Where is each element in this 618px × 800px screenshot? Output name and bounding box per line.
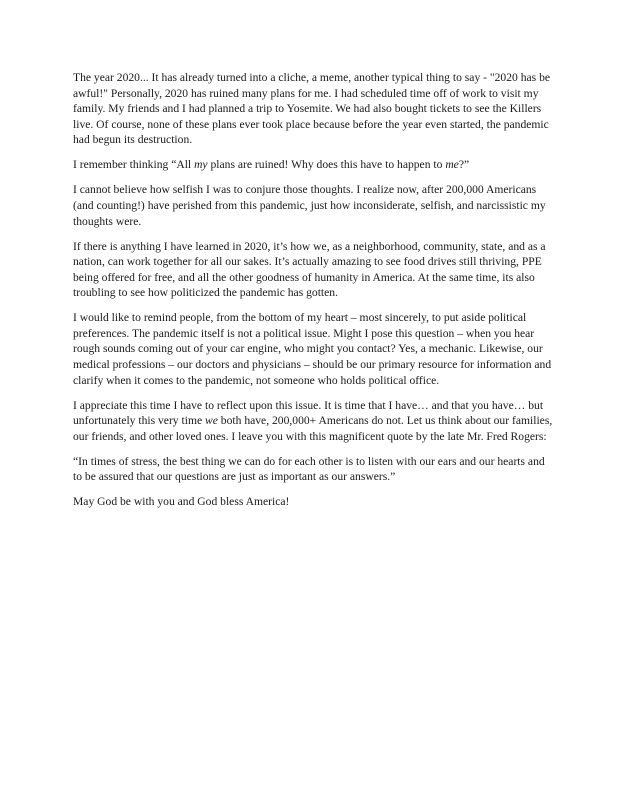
paragraph-text: I remember thinking “All: [73, 158, 195, 172]
paragraph-text: I appreciate this time I have to reflect upon this issue. It is time that I have… and that you have… but unfortunately this very time: [73, 398, 544, 428]
paragraph-closing: [73, 494, 555, 510]
paragraph-remind: [73, 310, 555, 388]
paragraph-learned: [73, 239, 555, 301]
emphasis-text: we: [205, 414, 218, 428]
paragraph-remember: [73, 157, 555, 173]
paragraph-quote: [73, 454, 555, 485]
emphasis-text: my: [194, 158, 208, 172]
paragraph-reflect: [73, 398, 555, 445]
paragraph-selfish: [73, 182, 555, 229]
closing-text: May God be with you and God bless America!: [73, 495, 290, 509]
paragraph-text: plans are ruined! Why does this have to happen to: [207, 158, 446, 172]
emphasis-text: me: [445, 158, 459, 172]
paragraph-text: I cannot believe how selfish I was to conjure those thoughts. I realize now, after 200,000 Americans (and counting!) have perished from this pandemic, just how inconsiderate, selfish, and narcissistic my thoughts were.: [73, 183, 546, 228]
paragraph-intro: [73, 70, 555, 148]
paragraph-text: The year 2020... It has already turned into a cliche, a meme, another typical thing to say - "2020 has be awful!" Personally, 2020 has ruined many plans for me. I had scheduled time off of work to visit my family. My friends and I had planned a trip to Yosemite. We had also bought tickets to see the Killers live. Of course, none of these plans ever took place because before the year even started, the pandemic had begun its destruction.: [73, 71, 551, 147]
quote-text: “In times of stress, the best thing we can do for each other is to listen with our ears and our hearts and to be assured that our questions are just as important as our answers.”: [73, 454, 545, 484]
paragraph-text: If there is anything I have learned in 2020, it’s how we, as a neighborhood, community, state, and as a nation, can work together for all our sakes. It’s actually amazing to see food drives still thriving, PPE being offered for free, and all the other goodness of humanity in America. At the same time, its also troubling to see how politicized the pandemic has gotten.: [73, 239, 546, 300]
document-body: [73, 70, 555, 519]
paragraph-text: both have, 200,000+ Americans do not. Let us think about our families, our friends, and other loved ones. I leave you with this magnificent quote by the late Mr. Fred Rogers:: [73, 414, 553, 443]
paragraph-text: ?”: [458, 158, 470, 172]
paragraph-text: I would like to remind people, from the bottom of my heart – most sincerely, to put aside political preferences. The pandemic itself is not a political issue. Might I pose this question – when you hear rough sounds coming out of your car engine, who might you contact? Yes, a mechanic. Likewise, our medical professions – our doctors and physicians – should be our primary resource for information and clarify when it comes to the pandemic, not someone who holds political office.: [73, 311, 552, 387]
